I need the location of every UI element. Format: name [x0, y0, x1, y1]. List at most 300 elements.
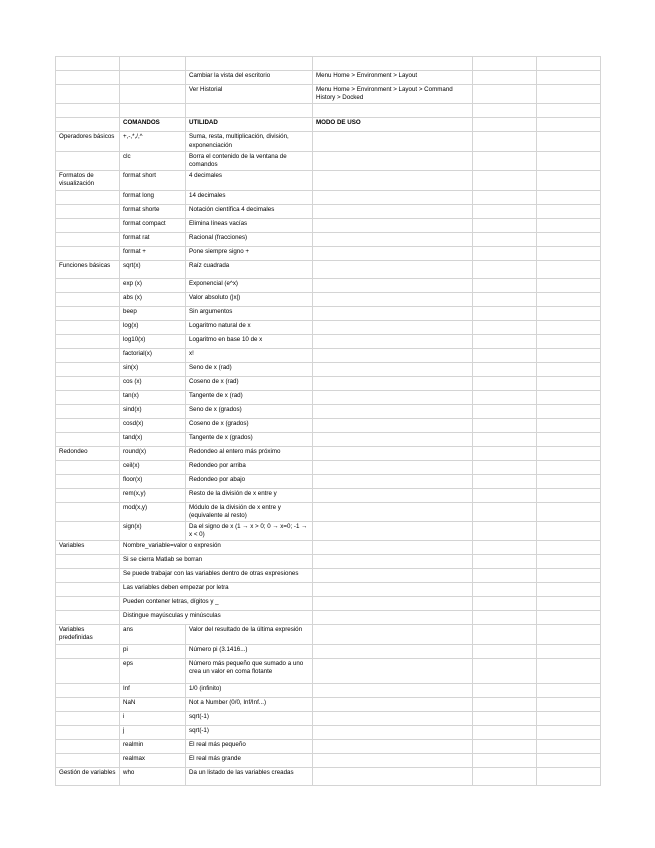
cell-category[interactable] — [56, 390, 120, 404]
cell-utility[interactable]: Resto de la división de x entre y — [186, 488, 313, 502]
cell-empty-f[interactable] — [537, 541, 601, 555]
cell-empty-f[interactable] — [537, 246, 601, 260]
cell-empty-f[interactable] — [537, 204, 601, 218]
cell-empty-e[interactable] — [473, 218, 537, 232]
cell-mode[interactable] — [313, 521, 473, 540]
cell-utility[interactable] — [186, 104, 313, 118]
table-row — [56, 569, 601, 583]
cell-utility[interactable]: Cambiar la vista del escritorio — [186, 71, 313, 85]
cell-category[interactable] — [56, 725, 120, 739]
cell-utility[interactable]: Racional (fracciones) — [186, 232, 313, 246]
cell-mode[interactable] — [313, 488, 473, 502]
cell-command[interactable]: Distingue mayúsculas y minúsculas — [120, 611, 313, 625]
table-row — [56, 658, 601, 683]
cell-empty-e[interactable] — [473, 232, 537, 246]
cell-utility[interactable]: Borra el contenido de la ventana de comandos — [186, 151, 313, 170]
cell-utility[interactable]: Logaritmo en base 10 de x — [186, 334, 313, 348]
cell-mode[interactable] — [313, 474, 473, 488]
cell-empty-f[interactable] — [537, 625, 601, 644]
cell-category[interactable] — [56, 71, 120, 85]
cell-utility[interactable]: Exponencial (e^x) — [186, 278, 313, 292]
cell-utility[interactable]: Raíz cuadrada — [186, 260, 313, 278]
cell-empty-f[interactable] — [537, 418, 601, 432]
cell-category[interactable] — [56, 246, 120, 260]
cell-utility[interactable]: Da un listado de las variables creadas — [186, 767, 313, 785]
cell-command[interactable]: Inf — [120, 683, 186, 697]
cell-category[interactable] — [56, 190, 120, 204]
table-row — [56, 151, 601, 170]
cell-command[interactable]: format short — [120, 171, 186, 190]
cell-mode[interactable] — [313, 683, 473, 697]
cell-empty-f[interactable] — [537, 404, 601, 418]
cell-empty-e[interactable] — [473, 171, 537, 190]
cell-category[interactable] — [56, 611, 120, 625]
cell-mode[interactable] — [313, 555, 473, 569]
cell-command[interactable] — [120, 85, 186, 104]
cell-category[interactable] — [56, 658, 120, 683]
cell-utility[interactable]: sqrt(-1) — [186, 711, 313, 725]
cell-utility[interactable] — [186, 57, 313, 71]
cell-category[interactable] — [56, 104, 120, 118]
cell-utility[interactable]: Seno de x (rad) — [186, 362, 313, 376]
cell-category[interactable] — [56, 583, 120, 597]
cell-empty-f[interactable] — [537, 278, 601, 292]
cell-category[interactable] — [56, 753, 120, 767]
cell-empty-f[interactable] — [537, 767, 601, 785]
cell-category[interactable] — [56, 85, 120, 104]
cell-category[interactable] — [56, 204, 120, 218]
cell-command[interactable]: abs (x) — [120, 292, 186, 306]
cell-command[interactable]: format rat — [120, 232, 186, 246]
cell-mode[interactable] — [313, 767, 473, 785]
cell-command[interactable]: round(x) — [120, 446, 186, 460]
cell-empty-f[interactable] — [537, 488, 601, 502]
cell-mode[interactable] — [313, 171, 473, 190]
cell-empty-f[interactable] — [537, 151, 601, 170]
cell-mode[interactable]: MODO DE USO — [313, 118, 473, 132]
cell-empty-f[interactable] — [537, 292, 601, 306]
cell-category[interactable] — [56, 697, 120, 711]
cell-mode[interactable] — [313, 502, 473, 521]
cell-empty-e[interactable] — [473, 644, 537, 658]
cell-utility[interactable]: Redondeo al entero más próximo — [186, 446, 313, 460]
cell-mode[interactable] — [313, 362, 473, 376]
cell-mode[interactable] — [313, 232, 473, 246]
cell-empty-f[interactable] — [537, 171, 601, 190]
cell-empty-e[interactable] — [473, 190, 537, 204]
cell-empty-e[interactable] — [473, 204, 537, 218]
cell-utility[interactable]: Seno de x (grados) — [186, 404, 313, 418]
cell-command[interactable]: log10(x) — [120, 334, 186, 348]
cell-utility[interactable]: Sin argumentos — [186, 306, 313, 320]
cell-empty-e[interactable] — [473, 446, 537, 460]
table-row — [56, 683, 601, 697]
cell-category[interactable] — [56, 278, 120, 292]
cell-command[interactable]: floor(x) — [120, 474, 186, 488]
cell-mode[interactable] — [313, 541, 473, 555]
cell-empty-e[interactable] — [473, 502, 537, 521]
cell-utility[interactable]: Tangente de x (grados) — [186, 432, 313, 446]
table-row — [56, 362, 601, 376]
cell-command[interactable]: COMANDOS — [120, 118, 186, 132]
cell-empty-f[interactable] — [537, 306, 601, 320]
cell-empty-e[interactable] — [473, 597, 537, 611]
cell-empty-e[interactable] — [473, 376, 537, 390]
cell-mode[interactable] — [313, 278, 473, 292]
cell-empty-f[interactable] — [537, 390, 601, 404]
cell-empty-e[interactable] — [473, 555, 537, 569]
cell-utility[interactable]: Suma, resta, multiplicación, división, exponenciación — [186, 132, 313, 151]
cell-command[interactable]: log(x) — [120, 320, 186, 334]
cell-empty-f[interactable] — [537, 569, 601, 583]
table-row — [56, 171, 601, 190]
cell-empty-f[interactable] — [537, 362, 601, 376]
cell-empty-f[interactable] — [537, 71, 601, 85]
cell-command[interactable]: cosd(x) — [120, 418, 186, 432]
cell-mode[interactable] — [313, 739, 473, 753]
cell-mode[interactable] — [313, 432, 473, 446]
cell-empty-f[interactable] — [537, 502, 601, 521]
cell-category[interactable] — [56, 555, 120, 569]
cell-category[interactable] — [56, 376, 120, 390]
cell-empty-e[interactable] — [473, 625, 537, 644]
cell-mode[interactable] — [313, 190, 473, 204]
cell-command[interactable]: exp (x) — [120, 278, 186, 292]
cell-category[interactable] — [56, 460, 120, 474]
cell-empty-e[interactable] — [473, 697, 537, 711]
cell-empty-f[interactable] — [537, 474, 601, 488]
cell-mode[interactable] — [313, 348, 473, 362]
cell-empty-e[interactable] — [473, 104, 537, 118]
cell-mode[interactable] — [313, 658, 473, 683]
cell-utility[interactable]: Coseno de x (rad) — [186, 376, 313, 390]
cell-mode[interactable] — [313, 292, 473, 306]
cell-mode[interactable] — [313, 725, 473, 739]
cell-empty-e[interactable] — [473, 488, 537, 502]
cell-empty-f[interactable] — [537, 334, 601, 348]
cell-category[interactable] — [56, 569, 120, 583]
cell-empty-f[interactable] — [537, 348, 601, 362]
cell-category[interactable] — [56, 418, 120, 432]
cell-mode[interactable] — [313, 246, 473, 260]
cell-command[interactable]: Nombre_variable=valor o expresión — [120, 541, 313, 555]
cell-command[interactable]: rem(x,y) — [120, 488, 186, 502]
cell-mode[interactable] — [313, 132, 473, 151]
cell-category[interactable] — [56, 334, 120, 348]
cell-category[interactable] — [56, 306, 120, 320]
cell-mode[interactable] — [313, 204, 473, 218]
table-row — [56, 597, 601, 611]
cell-empty-e[interactable] — [473, 683, 537, 697]
cell-utility[interactable]: El real más pequeño — [186, 739, 313, 753]
cell-command[interactable] — [120, 71, 186, 85]
table-row — [56, 488, 601, 502]
cell-mode[interactable] — [313, 218, 473, 232]
cell-category[interactable] — [56, 118, 120, 132]
cell-category[interactable] — [56, 151, 120, 170]
cell-category[interactable] — [56, 348, 120, 362]
cell-mode[interactable]: Menu Home > Environment > Layout > Command History > Docked — [313, 85, 473, 104]
cell-category[interactable] — [56, 644, 120, 658]
cell-empty-e[interactable] — [473, 474, 537, 488]
cell-utility[interactable]: Número pi (3.1416...) — [186, 644, 313, 658]
cell-category[interactable] — [56, 292, 120, 306]
cell-command[interactable]: pi — [120, 644, 186, 658]
cell-empty-f[interactable] — [537, 725, 601, 739]
cell-command[interactable]: format long — [120, 190, 186, 204]
table-row — [56, 460, 601, 474]
cell-mode[interactable] — [313, 644, 473, 658]
cell-empty-f[interactable] — [537, 260, 601, 278]
table-row — [56, 71, 601, 85]
cell-empty-e[interactable] — [473, 711, 537, 725]
cell-empty-e[interactable] — [473, 418, 537, 432]
cell-mode[interactable] — [313, 446, 473, 460]
cell-utility[interactable]: Not a Number (0/0, Inf/Inf...) — [186, 697, 313, 711]
cell-empty-f[interactable] — [537, 376, 601, 390]
cell-category[interactable] — [56, 320, 120, 334]
cell-mode[interactable] — [313, 57, 473, 71]
cell-command[interactable]: clc — [120, 151, 186, 170]
cell-command[interactable]: +,-,*,/,^ — [120, 132, 186, 151]
cell-utility[interactable]: 4 decimales — [186, 171, 313, 190]
cell-command[interactable]: tand(x) — [120, 432, 186, 446]
cell-mode[interactable] — [313, 697, 473, 711]
cell-utility[interactable]: Ver Historial — [186, 85, 313, 104]
cell-empty-e[interactable] — [473, 292, 537, 306]
cell-mode[interactable] — [313, 753, 473, 767]
cell-empty-f[interactable] — [537, 583, 601, 597]
cell-category[interactable]: Variables — [56, 541, 120, 555]
cell-category[interactable]: Formatos de visualización — [56, 171, 120, 190]
cell-category[interactable] — [56, 683, 120, 697]
cell-empty-f[interactable] — [537, 104, 601, 118]
cell-empty-e[interactable] — [473, 85, 537, 104]
cell-utility[interactable]: Redondeo por abajo — [186, 474, 313, 488]
cell-empty-e[interactable] — [473, 583, 537, 597]
cell-empty-f[interactable] — [537, 611, 601, 625]
cell-mode[interactable] — [313, 151, 473, 170]
cell-empty-e[interactable] — [473, 260, 537, 278]
cell-empty-e[interactable] — [473, 541, 537, 555]
cell-command[interactable]: mod(x,y) — [120, 502, 186, 521]
cell-empty-e[interactable] — [473, 521, 537, 540]
cell-empty-f[interactable] — [537, 57, 601, 71]
cell-command[interactable]: j — [120, 725, 186, 739]
cell-empty-f[interactable] — [537, 432, 601, 446]
cell-empty-e[interactable] — [473, 246, 537, 260]
cell-command[interactable]: format shorte — [120, 204, 186, 218]
cell-mode[interactable] — [313, 583, 473, 597]
cell-utility[interactable]: 1/0 (infinito) — [186, 683, 313, 697]
cell-command[interactable] — [120, 104, 186, 118]
cell-mode[interactable] — [313, 260, 473, 278]
cell-mode[interactable] — [313, 104, 473, 118]
cell-mode[interactable] — [313, 711, 473, 725]
cell-utility[interactable]: x! — [186, 348, 313, 362]
cell-empty-e[interactable] — [473, 334, 537, 348]
table-row — [56, 118, 601, 132]
cell-category[interactable]: Redondeo — [56, 446, 120, 460]
cell-empty-e[interactable] — [473, 390, 537, 404]
cell-empty-e[interactable] — [473, 320, 537, 334]
cell-utility[interactable]: Elimina líneas vacías — [186, 218, 313, 232]
cell-category[interactable] — [56, 711, 120, 725]
table-row — [56, 306, 601, 320]
cell-empty-e[interactable] — [473, 278, 537, 292]
cell-empty-e[interactable] — [473, 569, 537, 583]
cell-empty-e[interactable] — [473, 118, 537, 132]
cell-category[interactable] — [56, 739, 120, 753]
cell-command[interactable]: Las variables deben empezar por letra — [120, 583, 313, 597]
cell-empty-f[interactable] — [537, 218, 601, 232]
cell-category[interactable] — [56, 488, 120, 502]
table-row — [56, 521, 601, 540]
cell-command[interactable]: eps — [120, 658, 186, 683]
cell-category[interactable] — [56, 218, 120, 232]
cell-utility[interactable]: Valor absoluto (|x|) — [186, 292, 313, 306]
cell-utility[interactable]: El real más grande — [186, 753, 313, 767]
cell-empty-e[interactable] — [473, 658, 537, 683]
cell-empty-e[interactable] — [473, 348, 537, 362]
cell-command[interactable]: format + — [120, 246, 186, 260]
cell-command[interactable]: format compact — [120, 218, 186, 232]
cell-mode[interactable] — [313, 376, 473, 390]
cell-mode[interactable] — [313, 611, 473, 625]
cell-category[interactable] — [56, 474, 120, 488]
cell-empty-f[interactable] — [537, 711, 601, 725]
spreadsheet-sheet — [55, 56, 600, 786]
table-row — [56, 502, 601, 521]
cell-command[interactable]: i — [120, 711, 186, 725]
cell-empty-f[interactable] — [537, 697, 601, 711]
cell-mode[interactable] — [313, 390, 473, 404]
cell-mode[interactable] — [313, 460, 473, 474]
cell-command[interactable]: sqrt(x) — [120, 260, 186, 278]
table-row — [56, 711, 601, 725]
table-row — [56, 85, 601, 104]
cell-empty-f[interactable] — [537, 597, 601, 611]
cell-category[interactable] — [56, 597, 120, 611]
cell-utility[interactable]: Número más pequeño que sumado a uno crea un valor en coma flotante — [186, 658, 313, 683]
cell-empty-e[interactable] — [473, 432, 537, 446]
cell-mode[interactable] — [313, 625, 473, 644]
cell-command[interactable]: realmax — [120, 753, 186, 767]
cell-utility[interactable]: Notación científica 4 decimales — [186, 204, 313, 218]
cell-utility[interactable]: Módulo de la división de x entre y (equivalente al resto) — [186, 502, 313, 521]
cell-category[interactable] — [56, 232, 120, 246]
cell-utility[interactable]: Da el signo de x (1 → x > 0; 0 → x=0; -1 → x < 0) — [186, 521, 313, 540]
cell-empty-e[interactable] — [473, 767, 537, 785]
cell-utility[interactable]: sqrt(-1) — [186, 725, 313, 739]
cell-empty-f[interactable] — [537, 658, 601, 683]
cell-command[interactable]: factorial(x) — [120, 348, 186, 362]
cell-empty-f[interactable] — [537, 555, 601, 569]
cell-command[interactable]: sign(x) — [120, 521, 186, 540]
cell-mode[interactable] — [313, 320, 473, 334]
cell-command[interactable]: sin(x) — [120, 362, 186, 376]
cell-empty-f[interactable] — [537, 190, 601, 204]
cell-command[interactable]: NaN — [120, 697, 186, 711]
cell-command[interactable]: tan(x) — [120, 390, 186, 404]
cell-command[interactable]: Pueden contener letras, dígitos y _ — [120, 597, 313, 611]
cell-command[interactable]: sind(x) — [120, 404, 186, 418]
cell-empty-e[interactable] — [473, 404, 537, 418]
cell-empty-e[interactable] — [473, 460, 537, 474]
cell-command[interactable]: Si se cierra Matlab se borran — [120, 555, 313, 569]
cell-utility[interactable]: Tangente de x (rad) — [186, 390, 313, 404]
cell-utility[interactable]: Coseno de x (grados) — [186, 418, 313, 432]
cell-category[interactable] — [56, 521, 120, 540]
cell-command[interactable]: who — [120, 767, 186, 785]
cell-empty-e[interactable] — [473, 151, 537, 170]
cell-empty-e[interactable] — [473, 362, 537, 376]
cell-mode[interactable] — [313, 334, 473, 348]
cell-mode[interactable] — [313, 306, 473, 320]
cell-empty-e[interactable] — [473, 57, 537, 71]
table-row — [56, 446, 601, 460]
cell-empty-f[interactable] — [537, 85, 601, 104]
cell-command[interactable]: ans — [120, 625, 186, 644]
cell-command[interactable]: ceil(x) — [120, 460, 186, 474]
cell-category[interactable] — [56, 362, 120, 376]
cell-command[interactable]: beep — [120, 306, 186, 320]
cell-category[interactable] — [56, 432, 120, 446]
cell-empty-e[interactable] — [473, 306, 537, 320]
cell-empty-f[interactable] — [537, 683, 601, 697]
cell-mode[interactable] — [313, 418, 473, 432]
cell-utility[interactable]: Pone siempre signo + — [186, 246, 313, 260]
cell-command[interactable]: Se puede trabajar con las variables dentro de otras expresiones — [120, 569, 313, 583]
cell-category[interactable] — [56, 57, 120, 71]
cell-category[interactable] — [56, 404, 120, 418]
cell-empty-e[interactable] — [473, 611, 537, 625]
cell-category[interactable] — [56, 502, 120, 521]
cell-empty-f[interactable] — [537, 739, 601, 753]
cell-empty-f[interactable] — [537, 753, 601, 767]
cell-utility[interactable]: UTILIDAD — [186, 118, 313, 132]
cell-command[interactable]: realmin — [120, 739, 186, 753]
cell-utility[interactable]: Logaritmo natural de x — [186, 320, 313, 334]
cell-empty-f[interactable] — [537, 232, 601, 246]
cell-empty-f[interactable] — [537, 320, 601, 334]
cell-empty-e[interactable] — [473, 725, 537, 739]
cell-empty-e[interactable] — [473, 753, 537, 767]
cell-mode[interactable]: Menu Home > Environment > Layout — [313, 71, 473, 85]
cell-category[interactable]: Operadores básicos — [56, 132, 120, 151]
cell-utility[interactable]: 14 decimales — [186, 190, 313, 204]
cell-command[interactable] — [120, 57, 186, 71]
cell-empty-f[interactable] — [537, 132, 601, 151]
cell-empty-f[interactable] — [537, 644, 601, 658]
cell-empty-e[interactable] — [473, 132, 537, 151]
cell-empty-f[interactable] — [537, 446, 601, 460]
cell-empty-e[interactable] — [473, 739, 537, 753]
cell-command[interactable]: cos (x) — [120, 376, 186, 390]
cell-empty-f[interactable] — [537, 118, 601, 132]
cell-category[interactable]: Funciones básicas — [56, 260, 120, 278]
cell-category[interactable]: Gestión de variables — [56, 767, 120, 785]
cell-utility[interactable]: Valor del resultado de la última expresión — [186, 625, 313, 644]
cell-empty-e[interactable] — [473, 71, 537, 85]
cell-mode[interactable] — [313, 569, 473, 583]
cell-empty-f[interactable] — [537, 521, 601, 540]
cell-mode[interactable] — [313, 597, 473, 611]
cell-empty-f[interactable] — [537, 460, 601, 474]
cell-mode[interactable] — [313, 404, 473, 418]
cell-utility[interactable]: Redondeo por arriba — [186, 460, 313, 474]
cell-category[interactable]: Variables predefinidas — [56, 625, 120, 644]
